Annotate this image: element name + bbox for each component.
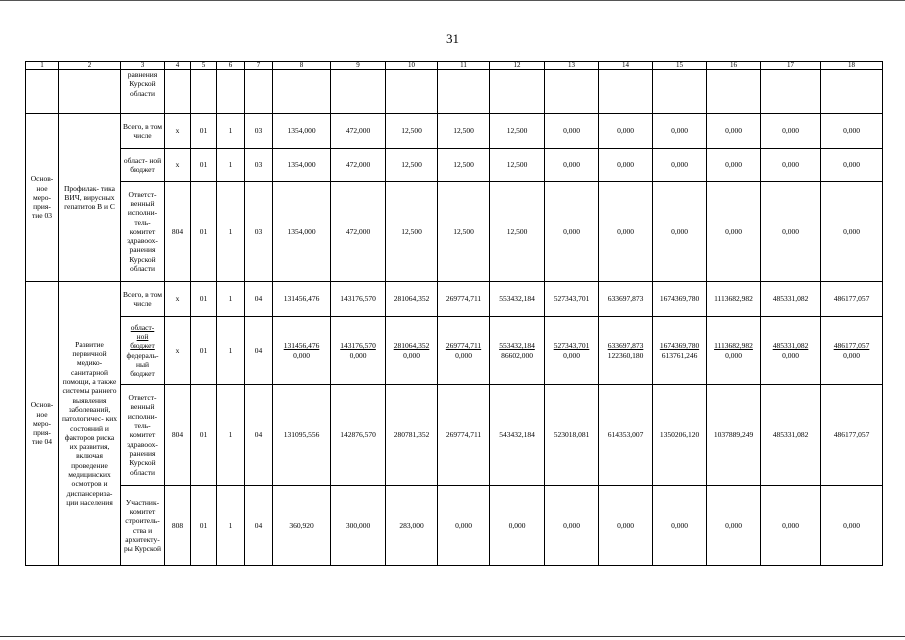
grbs-cell: х [165, 114, 191, 149]
value-regional: 527343,701 [553, 341, 590, 351]
value-cell: 269774,711 [438, 282, 490, 317]
header-cell: 7 [245, 62, 273, 70]
source-cell: равнения Курской области [121, 70, 165, 114]
value-cell: 1037889,249 [707, 385, 761, 486]
header-cell: 8 [273, 62, 331, 70]
value-federal: 0,000 [455, 350, 472, 360]
value-federal: 0,000 [843, 350, 860, 360]
value-federal: 0,000 [563, 350, 580, 360]
value-regional: 633697,873 [607, 341, 644, 351]
table-row [26, 486, 883, 566]
header-cell: 5 [191, 62, 217, 70]
code-cell: 01 [191, 149, 217, 182]
header-cell: 17 [761, 62, 821, 70]
value-federal: 0,000 [725, 350, 742, 360]
source-cell: Участник- комитет строитель- ства и архитекту- ры Курской [121, 486, 165, 566]
grbs-cell: х [165, 149, 191, 182]
value-cell: 0,000 [653, 486, 707, 566]
value-cell: 0,000 [707, 182, 761, 282]
value-cell [821, 317, 883, 385]
code-cell: 03 [245, 149, 273, 182]
value-cell: 1354,000 [273, 182, 331, 282]
header-cell: 18 [821, 62, 883, 70]
code-cell: 01 [191, 317, 217, 385]
value-cell: 0,000 [490, 486, 545, 566]
value-federal: 86602,000 [501, 350, 533, 360]
source-regional: област- ной бюджет [130, 322, 155, 351]
value-cell: 12,500 [490, 182, 545, 282]
value-cell: 360,920 [273, 486, 331, 566]
value-cell: 0,000 [707, 149, 761, 182]
value-cell: 0,000 [599, 182, 653, 282]
value-cell: 0,000 [707, 486, 761, 566]
source-federal: федераль- ный бюджет [126, 350, 159, 379]
header-cell: 2 [59, 62, 121, 70]
value-cell: 143176,570 [331, 282, 386, 317]
source-cell: област- ной бюджет [121, 149, 165, 182]
table-row [26, 70, 883, 114]
source-cell [121, 317, 165, 385]
value-cell: 281064,352 [386, 282, 438, 317]
code-cell: 01 [191, 282, 217, 317]
header-cell: 4 [165, 62, 191, 70]
value-cell: 0,000 [821, 486, 883, 566]
code-cell: 1 [217, 317, 245, 385]
source-cell: Всего, в том числе [121, 114, 165, 149]
value-regional: 1674369,780 [659, 341, 700, 351]
value-cell: 0,000 [545, 149, 599, 182]
value-cell: 0,000 [821, 114, 883, 149]
header-cell: 1 [26, 62, 59, 70]
header-cell: 3 [121, 62, 165, 70]
value-cell: 0,000 [653, 182, 707, 282]
value-cell: 472,000 [331, 149, 386, 182]
value-cell: 300,000 [331, 486, 386, 566]
value-cell: 12,500 [438, 149, 490, 182]
value-regional: 1113682,982 [714, 341, 753, 351]
value-cell: 0,000 [761, 182, 821, 282]
value-cell: 280781,352 [386, 385, 438, 486]
page-border-bottom [0, 636, 905, 637]
code-cell: 04 [245, 385, 273, 486]
code-cell: 01 [191, 385, 217, 486]
grbs-cell: х [165, 317, 191, 385]
table-row [26, 282, 883, 317]
value-cell: 12,500 [490, 149, 545, 182]
value-cell: 283,000 [386, 486, 438, 566]
value-regional: 485331,082 [772, 341, 809, 351]
value-cell [761, 317, 821, 385]
value-cell: 131456,476 [273, 282, 331, 317]
value-federal: 122360,180 [607, 350, 644, 360]
code-cell: 03 [245, 182, 273, 282]
value-regional: 281064,352 [393, 341, 430, 351]
value-cell: 527343,701 [545, 282, 599, 317]
value-cell: 0,000 [653, 114, 707, 149]
value-cell: 0,000 [599, 149, 653, 182]
value-cell: 0,000 [438, 486, 490, 566]
value-federal: 0,000 [782, 350, 799, 360]
value-cell [331, 317, 386, 385]
table-row [26, 317, 883, 385]
page-number: 31 [446, 31, 459, 46]
value-cell: 0,000 [545, 486, 599, 566]
value-cell: 1113682,982 [707, 282, 761, 317]
value-cell: 1674369,780 [653, 282, 707, 317]
value-cell: 0,000 [599, 114, 653, 149]
value-cell: 614353,007 [599, 385, 653, 486]
code-cell: 1 [217, 182, 245, 282]
value-cell: 486177,057 [821, 282, 883, 317]
activity-label: Основ- ное меро- прия- тие 03 [26, 114, 59, 282]
value-regional: 269774,711 [445, 341, 482, 351]
activity-label: Основ- ное меро- прия- тие 04 [26, 282, 59, 566]
value-regional: 553432,184 [499, 341, 535, 351]
header-cell: 6 [217, 62, 245, 70]
value-cell: 553432,184 [490, 282, 545, 317]
value-cell [273, 317, 331, 385]
value-regional: 143176,570 [340, 341, 376, 351]
source-cell: Ответст- венный исполни- тель- комитет здравоох- ранения Курской области [121, 385, 165, 486]
value-cell: 0,000 [545, 182, 599, 282]
value-cell: 0,000 [545, 114, 599, 149]
value-cell: 633697,873 [599, 282, 653, 317]
table-row [26, 114, 883, 149]
value-cell: 0,000 [707, 114, 761, 149]
code-cell: 04 [245, 486, 273, 566]
header-cell: 10 [386, 62, 438, 70]
code-cell: 1 [217, 282, 245, 317]
value-cell: 12,500 [386, 114, 438, 149]
header-cell: 11 [438, 62, 490, 70]
value-cell: 269774,711 [438, 385, 490, 486]
budget-table [25, 61, 883, 566]
code-cell: 04 [245, 317, 273, 385]
code-cell: 03 [245, 114, 273, 149]
value-cell: 1354,000 [273, 149, 331, 182]
value-cell: 0,000 [653, 149, 707, 182]
value-federal: 0,000 [403, 350, 420, 360]
value-cell [599, 317, 653, 385]
value-cell: 12,500 [438, 182, 490, 282]
value-cell: 486177,057 [821, 385, 883, 486]
value-cell: 472,000 [331, 114, 386, 149]
value-cell: 142876,570 [331, 385, 386, 486]
header-cell: 16 [707, 62, 761, 70]
code-cell: 1 [217, 486, 245, 566]
value-cell: 12,500 [490, 114, 545, 149]
value-regional: 486177,057 [833, 341, 870, 351]
value-cell: 0,000 [821, 182, 883, 282]
table-row [26, 149, 883, 182]
value-cell: 472,000 [331, 182, 386, 282]
code-cell: 01 [191, 182, 217, 282]
table-row [26, 182, 883, 282]
header-row [26, 62, 883, 70]
header-cell: 9 [331, 62, 386, 70]
value-cell [707, 317, 761, 385]
source-cell: Всего, в том числе [121, 282, 165, 317]
table-row [26, 385, 883, 486]
header-cell: 13 [545, 62, 599, 70]
code-cell: 01 [191, 114, 217, 149]
value-cell [386, 317, 438, 385]
page-border-top [0, 0, 905, 1]
value-cell: 12,500 [386, 149, 438, 182]
value-cell: 1350206,120 [653, 385, 707, 486]
activity-name: Профилак- тика ВИЧ, вирусных гепатитов В и С [59, 114, 121, 282]
value-cell: 485331,082 [761, 282, 821, 317]
value-cell [653, 317, 707, 385]
grbs-cell: 804 [165, 385, 191, 486]
value-cell: 485331,082 [761, 385, 821, 486]
value-regional: 131456,476 [283, 341, 320, 351]
value-cell: 0,000 [761, 149, 821, 182]
source-cell: Ответст- венный исполни- тель- комитет здравоох- ранения Курской области [121, 182, 165, 282]
value-cell: 1354,000 [273, 114, 331, 149]
activity-name: Развитие первичной медико- санитарной помощи, а также системы раннего выявления заболеваний, патологичес- ких состояний и факторов риска их развития, включая проведение медицинских осмотров и диспансериза- ции населения [59, 282, 121, 566]
grbs-cell: 804 [165, 182, 191, 282]
value-federal: 0,000 [349, 350, 367, 360]
value-cell: 0,000 [599, 486, 653, 566]
value-cell: 12,500 [386, 182, 438, 282]
value-cell: 543432,184 [490, 385, 545, 486]
code-cell: 01 [191, 486, 217, 566]
value-cell: 131095,556 [273, 385, 331, 486]
code-cell: 1 [217, 149, 245, 182]
value-cell [438, 317, 490, 385]
value-cell [545, 317, 599, 385]
value-cell: 0,000 [821, 149, 883, 182]
value-cell: 12,500 [438, 114, 490, 149]
header-cell: 12 [490, 62, 545, 70]
code-cell: 1 [217, 114, 245, 149]
code-cell: 04 [245, 282, 273, 317]
header-cell: 15 [653, 62, 707, 70]
value-cell: 523018,081 [545, 385, 599, 486]
code-cell: 1 [217, 385, 245, 486]
value-cell: 0,000 [761, 114, 821, 149]
value-federal: 0,000 [293, 350, 310, 360]
value-cell [490, 317, 545, 385]
value-cell: 0,000 [761, 486, 821, 566]
grbs-cell: 808 [165, 486, 191, 566]
value-federal: 613761,246 [661, 350, 698, 360]
header-cell: 14 [599, 62, 653, 70]
grbs-cell: х [165, 282, 191, 317]
